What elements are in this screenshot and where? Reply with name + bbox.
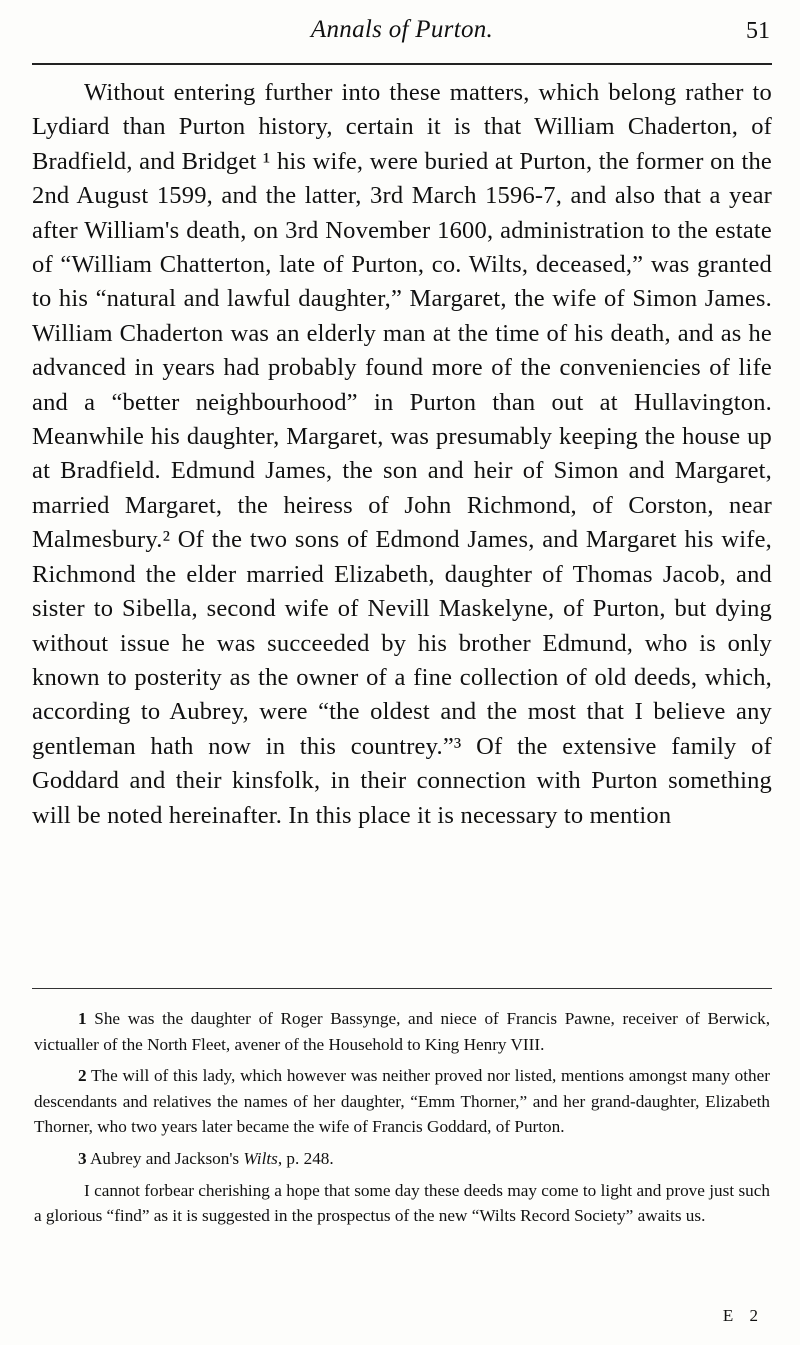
footnote-2 xyxy=(34,1063,770,1140)
running-header xyxy=(32,14,772,54)
header-rule xyxy=(32,63,772,65)
footnote-3 xyxy=(34,1146,770,1172)
footnotes xyxy=(34,1006,770,1229)
footnote-1-mark: 1 xyxy=(78,1009,87,1028)
body-paragraph: Without entering further into these matters, which belong rather to Lydiard than Purton history, certain it is that William Chaderton, of Bradfield, and Bridget ¹ his wife, were buried at Purton, the former on the 2nd August 1599, and the latter, 3rd March 1596-7, and also that a year after William's death, on 3rd November 1600, administration to the estate of “William Chatterton, late of Purton, co. Wilts, deceased,” was granted to his “natural and lawful daughter,” Margaret, the wife of Simon James. William Chaderton was an elderly man at the time of his death, and as he advanced in years had probably found more of the conveniencies of life and a “better neighbourhood” in Purton than out at Hullavington. Meanwhile his daughter, Margaret, was presumably keeping the house up at Bradfield. Edmund James, the son and heir of Simon and Margaret, married Margaret, the heiress of John Richmond, of Corston, near Malmesbury.² Of the two sons of Edmond James, and Margaret his wife, Richmond the elder married Elizabeth, daughter of Thomas Jacob, and sister to Sibella, second wife of Nevill Maskelyne, of Purton, but dying without issue he was succeeded by his brother Edmund, who is only known to posterity as the owner of a fine collection of old deeds, which, according to Aubrey, were “the oldest and the most that I believe any gentleman hath now in this countrey.”³ Of the extensive family of Goddard and their kinsfolk, in their connection with Purton something will be noted hereinafter. In this place it is necessary to mention xyxy=(32,79,772,829)
footnote-2-mark: 2 xyxy=(78,1066,87,1086)
running-title: Annals of Purton. xyxy=(310,16,494,43)
footnote-1 xyxy=(34,1006,770,1057)
footnote-rule xyxy=(32,988,772,989)
footnote-3-text-before: Aubrey and Jackson's xyxy=(89,1148,244,1168)
signature-mark: E 2 xyxy=(722,1306,764,1325)
footnote-2-text: The will of this lady, which however was neither proved nor listed, mentions amongst many other descendants and relatives the names of her daughter, “Emm Thorner,” and her grand-daughter, Elizabeth Thorner, who two years later became the wife of Francis Goddard, of Purton. xyxy=(34,1066,770,1137)
footnote-1-text: She was the daughter of Roger Bassynge, and niece of Francis Pawne, receiver of Berwick, victualler of the North Fleet, avener of the Household to King Henry VIII. xyxy=(34,1009,770,1054)
page-number: 51 xyxy=(746,18,770,44)
footnote-3-continuation: I cannot forbear cherishing a hope that some day these deeds may come to light and prove just such a glorious “find” as it is suggested in the prospectus of the new “Wilts Record Society” awaits us. xyxy=(34,1180,770,1226)
footnote-3-mark: 3 xyxy=(78,1148,87,1168)
footnote-3-text-after: , p. 248. xyxy=(277,1148,334,1168)
footnote-3-italic: Wilts xyxy=(243,1148,278,1168)
